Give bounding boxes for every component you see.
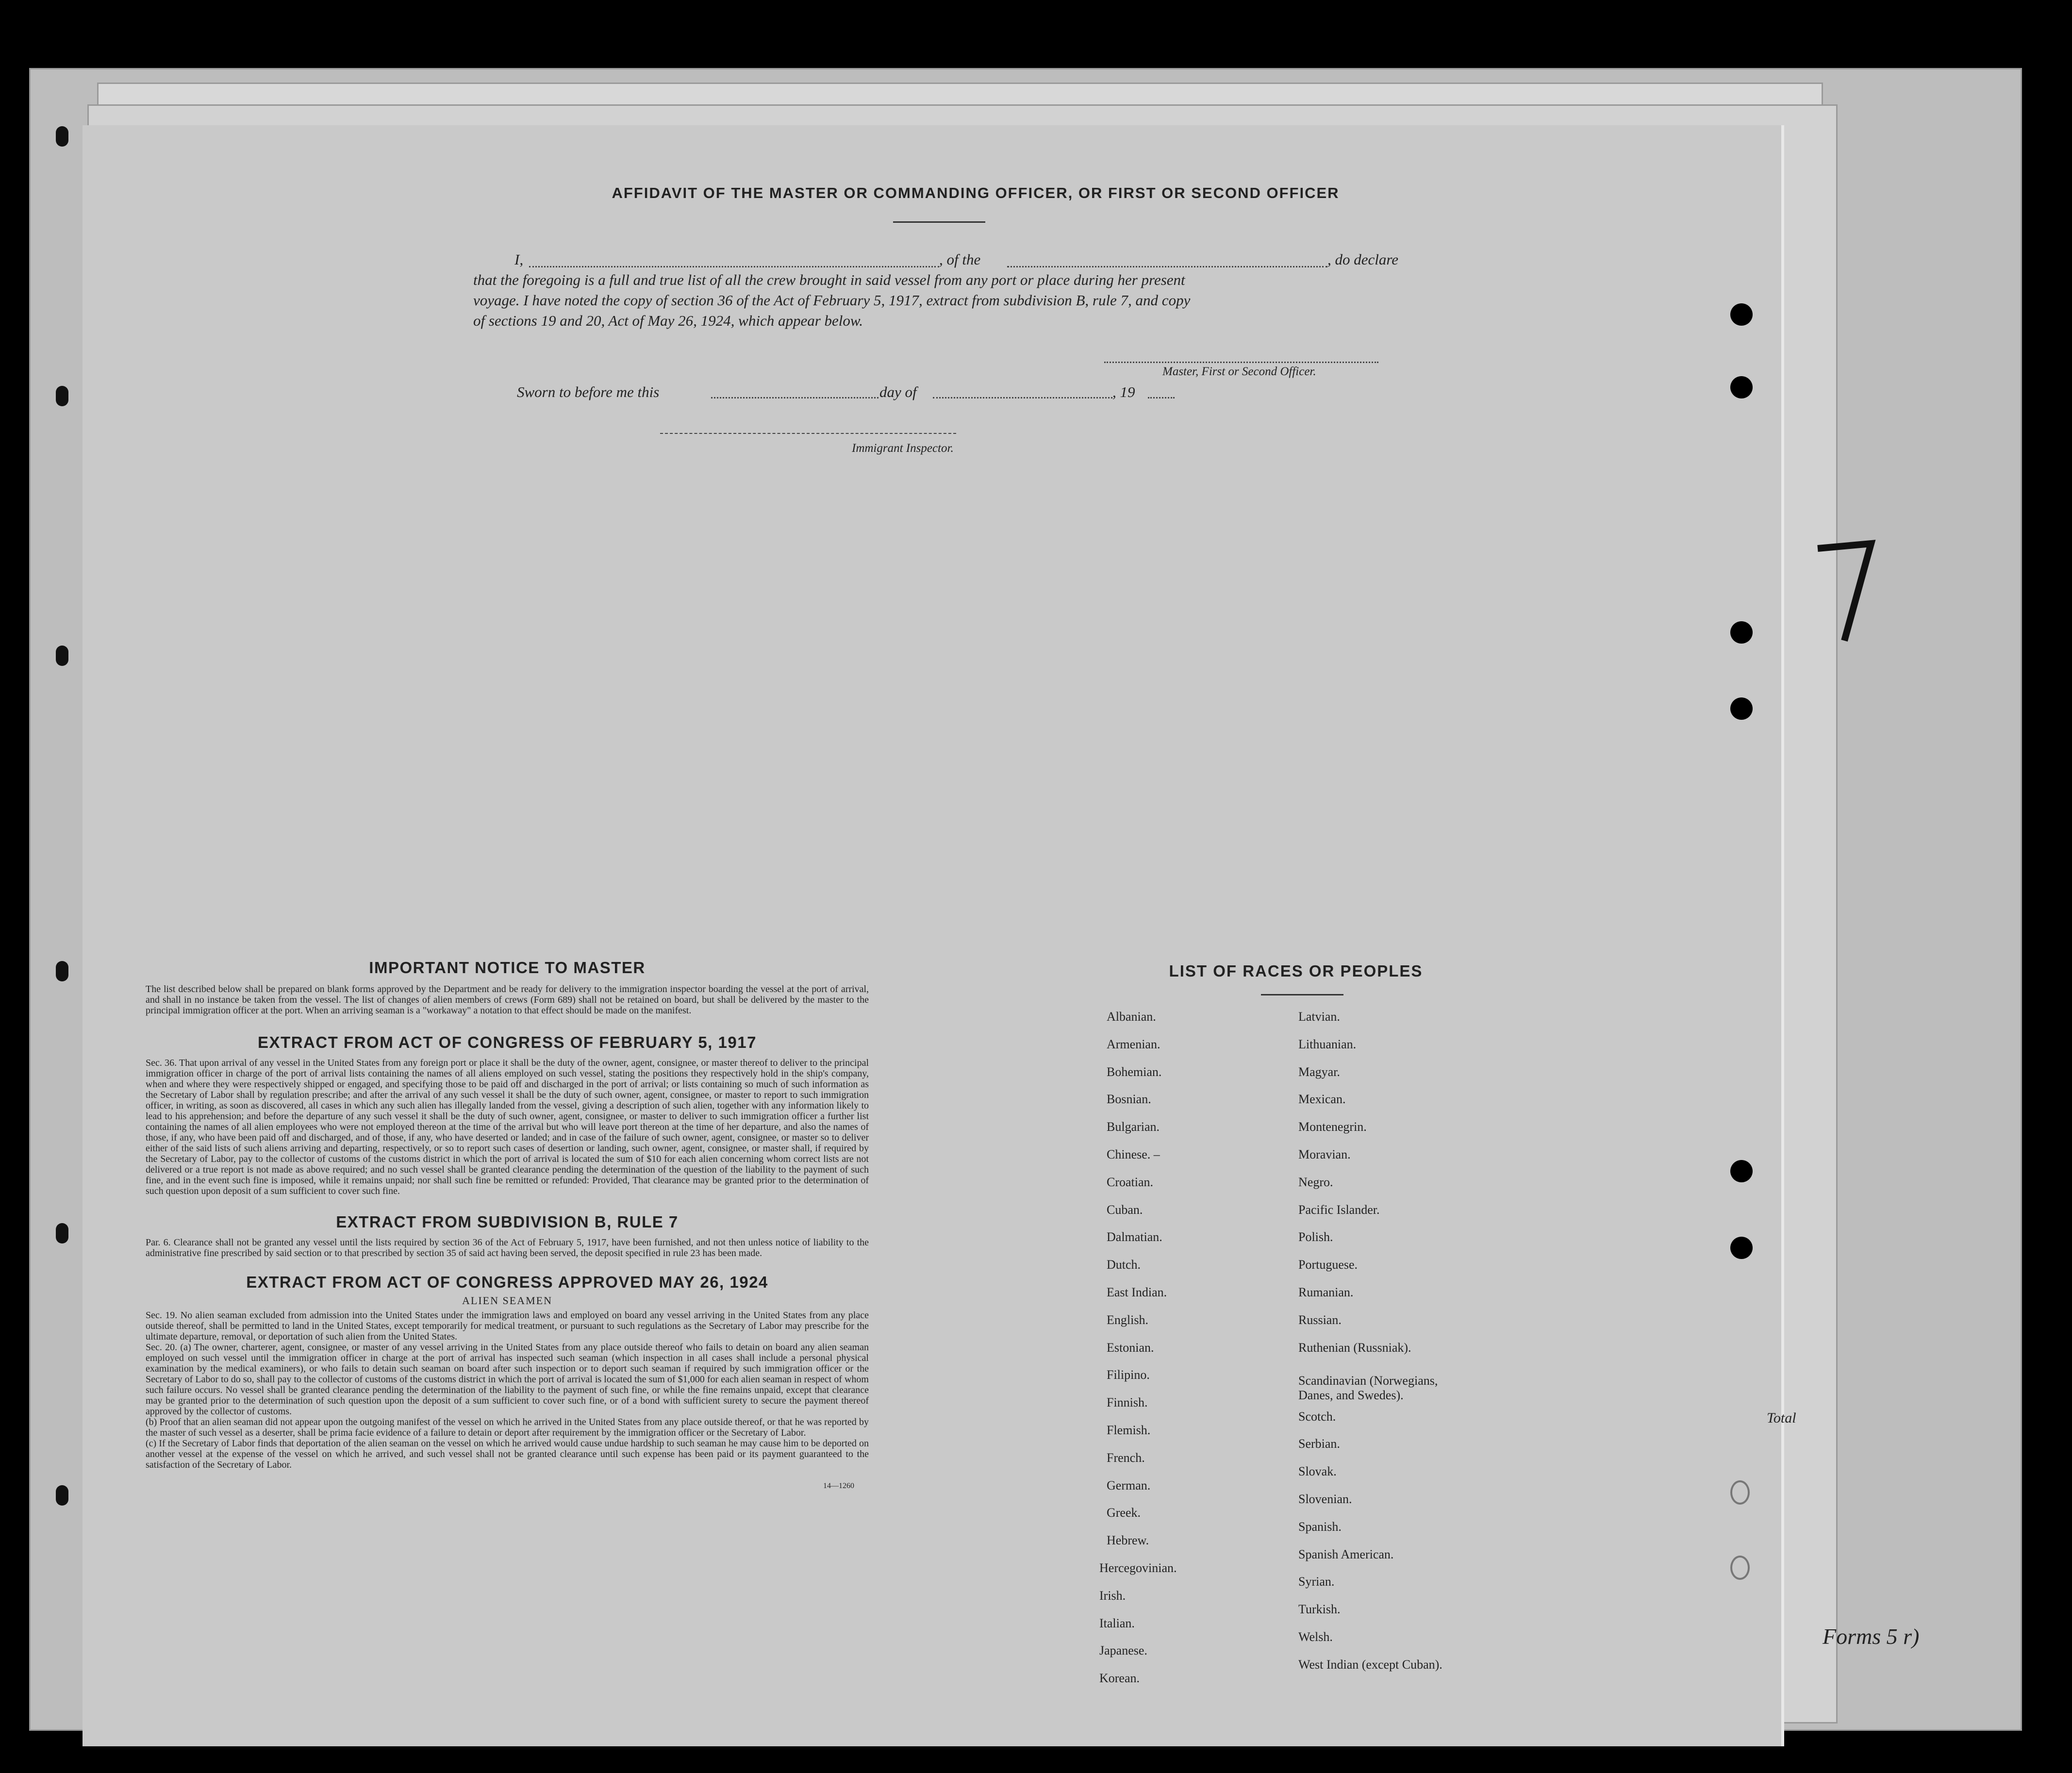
race-item: Syrian. [1298, 1574, 1335, 1589]
punch-hole [1730, 697, 1753, 720]
binding-hole [56, 1485, 68, 1506]
handwritten-mark [1815, 539, 1878, 646]
race-item: Mexican. [1298, 1092, 1346, 1106]
document-page [83, 125, 1784, 1746]
margin-note-forms: Forms 5 r) [1823, 1624, 1920, 1649]
race-item: Korean. [1099, 1671, 1140, 1685]
race-item: Latvian. [1298, 1010, 1340, 1024]
race-item: Bohemian. [1107, 1065, 1162, 1079]
day-blank [711, 397, 879, 398]
extract-rule7-text: Par. 6. Clearance shall not be granted any vessel until the lists required by section 36 of the Act of February 5, 1917, have been furnished, and not then unless notice of liability to the administrative fine prescribed by said section or to that prescribed by section 35 of said act having been served, the deposit specified in rule 23 has been made. [146, 1237, 869, 1259]
binding-hole [56, 1223, 68, 1243]
race-item: Turkish. [1298, 1602, 1341, 1616]
extract-1924-sec20b: (b) Proof that an alien seaman did not appear upon the outgoing manifest of the vessel on which he arrived in the United States from any place outside thereof, or that he was reported by the master of such vessel as a deserter, shall be prima facie evidence of a failure to detain or deport after requirement by the immigration officer or the Secretary of Labor. [146, 1417, 869, 1438]
affidavit-line-3: voyage. I have noted the copy of section 36 of the Act of February 5, 1917, extract from subdivision B, rule 7, and copy [473, 292, 1191, 309]
race-item: Ruthenian (Russniak). [1298, 1341, 1411, 1355]
affidavit-line-2: that the foregoing is a full and true list of all the crew brought in said vessel from any port or place during her present [473, 271, 1185, 288]
race-item: Slovenian. [1298, 1492, 1352, 1506]
binding-hole [56, 126, 68, 147]
race-item: Hercegovinian. [1099, 1561, 1177, 1575]
race-item: Italian. [1099, 1616, 1135, 1630]
race-item: Spanish. [1298, 1520, 1342, 1534]
race-item: Montenegrin. [1298, 1120, 1367, 1134]
race-item: Lithuanian. [1298, 1037, 1357, 1051]
race-item: Japanese. [1099, 1643, 1147, 1657]
month-blank [933, 397, 1112, 398]
sworn-label: Sworn to before me this [517, 383, 660, 400]
race-item: Scandinavian (Norwegians, Danes, and Swedes). [1298, 1374, 1438, 1402]
form-number: 14—1260 [823, 1482, 854, 1490]
race-item: Bulgarian. [1107, 1120, 1160, 1134]
race-item: Finnish. [1107, 1395, 1148, 1409]
race-item: Rumanian. [1298, 1285, 1354, 1299]
inspector-caption: Immigrant Inspector. [852, 442, 954, 455]
race-item: Magyar. [1298, 1065, 1340, 1079]
punch-ring [1730, 1556, 1750, 1580]
extract-1924-sec20c: (c) If the Secretary of Labor finds that deportation of the alien seaman on the vessel on which he arrived would cause undue hardship to such seaman he may cause him to be deported on another vessel at the expense of the vessel on which he arrived, and such vessel shall not be granted clearance until such expense has been paid or its payment guaranteed to the satisfaction of the Secretary of Labor. [146, 1438, 869, 1470]
race-item: Hebrew. [1107, 1533, 1149, 1547]
margin-note-total: Total [1767, 1410, 1796, 1426]
races-title: LIST OF RACES OR PEOPLES [1169, 962, 1423, 980]
master-caption: Master, First or Second Officer. [1162, 365, 1316, 378]
extract-1924-subtitle: ALIEN SEAMEN [462, 1294, 552, 1307]
affidavit-title: AFFIDAVIT OF THE MASTER OR COMMANDING OFFICER, OR FIRST OR SECOND OFFICER [612, 184, 1340, 201]
affidavit-of-the: , of the [939, 251, 981, 268]
race-item: French. [1107, 1451, 1145, 1465]
race-item: Dutch. [1107, 1258, 1141, 1272]
notices-column [146, 959, 869, 1491]
race-item: Greek. [1107, 1506, 1141, 1520]
race-item: Pacific Islander. [1298, 1203, 1380, 1217]
race-item: Irish. [1099, 1589, 1126, 1603]
extract-1924-sec19: Sec. 19. No alien seaman excluded from admission into the United States under the immigration laws and employed on board any vessel arriving in the United States from any place outside thereof, shall be permitted to land in the United States, except temporarily for medical treatment, or pursuant to such regulations as the Secretary of Labor may prescribe for the ultimate departure, removal, or deportation of such alien from the United States. [146, 1310, 869, 1342]
race-item: Portuguese. [1298, 1258, 1358, 1272]
race-item: East Indian. [1107, 1285, 1167, 1299]
race-item: Cuban. [1107, 1203, 1143, 1217]
punch-hole [1730, 303, 1753, 326]
extract-1924-sec20a: Sec. 20. (a) The owner, charterer, agent, consignee, or master of any vessel arriving in the United States from any place outside thereof who fails to detain on board any alien seaman employed on such vessel until the immigration officer in charge at the port of arrival has inspected such seaman (which inspection in all cases shall include a personal physical examination by the medical examiners), or who fails to detain such seaman on board after such inspection or to deport such seaman if required by such immigration officer or the Secretary of Labor to do so, shall pay to the collector of customs of the customs district in which the port of arrival is located the sum of $1,000 for each alien seaman in respect of whom such failure occurs. No vessel shall be granted clearance pending the determination of the liability to the payment of such fine, or while the fine remains unpaid, except that clearance may be granted prior to the determination of such question upon the deposit of a sum sufficient to cover such fine, or of a bond with sufficient surety to secure the payment thereof approved by the collector of customs. [146, 1342, 869, 1417]
race-item: Russian. [1298, 1313, 1342, 1327]
vessel-blank [1007, 266, 1327, 267]
race-item: Scotch. [1298, 1409, 1336, 1424]
day-of-label: day of [879, 383, 917, 400]
extract-1917-title: EXTRACT FROM ACT OF CONGRESS OF FEBRUARY 5, 1917 [258, 1033, 757, 1051]
race-item: Bosnian. [1107, 1092, 1151, 1106]
punch-hole [1730, 621, 1753, 644]
punch-ring [1730, 1480, 1750, 1505]
extract-rule7-title: EXTRACT FROM SUBDIVISION B, RULE 7 [336, 1213, 679, 1231]
notice-title: IMPORTANT NOTICE TO MASTER [369, 959, 646, 977]
year-blank [1148, 397, 1175, 398]
race-item: Moravian. [1298, 1147, 1351, 1161]
punch-hole [1730, 1160, 1753, 1182]
race-item: Flemish. [1107, 1423, 1151, 1437]
race-item: Albanian. [1107, 1010, 1156, 1024]
race-item: Welsh. [1298, 1630, 1333, 1644]
race-item: Spanish American. [1298, 1547, 1394, 1561]
affidavit-i: I, [514, 251, 524, 268]
binding-hole [56, 386, 68, 406]
extract-1917-text: Sec. 36. That upon arrival of any vessel in the United States from any foreign port or place it shall be the duty of the owner, agent, consignee, or master thereof to deliver to the principal immigration officer in charge of the port of arrival lists containing the names of all aliens employed on such vessel, stating the positions they respectively hold in the ship's company, when and where they were respectively shipped or engaged, and specifying those to be paid off and discharged in the port of arrival; or lists containing so much of such information as the Secretary of Labor shall by regulation prescribe; and after the arrival of any such vessel it shall be the duty of such owner, agent, consignee, or master to report to such immigration officer, in writing, as soon as discovered, all cases in which any such alien has illegally landed from the vessel, giving a description of such alien, together with any information likely to lead to his apprehension; and before the departure of any such vessel it shall be the duty of such owner, agent, consignee, or master to deliver to such immigration officer a further list containing the names of all alien employees who were not employed thereon at the time of the arrival but who will leave port thereon at the time of her departure, and also the names of those, if any, who have been paid off and discharged, and of those, if any, who have deserted or landed; and in case of the failure of such owner, agent, consignee, or master so to deliver either of the said lists of such aliens arriving and departing, respectively, or so to report such cases of desertion or landing, such owner, agent, consignee, or master shall, if required by the Secretary of Labor, pay to the collector of customs of the customs district in which the port of arrival is located the sum of $10 for each alien concerning whom correct lists are not delivered or a true report is not made as above required; and no such vessel shall be granted clearance pending the determination of the question of the liability to the payment of such fine, and in the event such fine is imposed, while it remains unpaid; nor shall such fine be remitted or refunded: Provided, That clearance may be granted prior to the determination of such question upon deposit of a sum sufficient to cover such fine. [146, 1058, 869, 1196]
race-item: Chinese. – [1107, 1147, 1160, 1161]
punch-hole [1730, 1237, 1753, 1259]
race-item: Filipino. [1107, 1368, 1150, 1382]
extract-1924-title: EXTRACT FROM ACT OF CONGRESS APPROVED MAY 26, 1924 [246, 1273, 768, 1291]
notice-text: The list described below shall be prepared on blank forms approved by the Department and be ready for delivery to the immigration inspector boarding the vessel at the port of arrival, and shall in no instance be taken from the vessel. The list of changes of alien members of crews (Form 689) shall not be retained on board, but shall be delivered by the master to the principal immigration officer at the port. When an arriving seaman is a "workaway" a notation to that effect should be made on the manifest. [146, 984, 869, 1016]
race-item: West Indian (except Cuban). [1298, 1657, 1442, 1672]
master-signature-line [1104, 362, 1378, 363]
binding-hole [56, 646, 68, 666]
name-blank [529, 266, 939, 267]
race-item: Serbian. [1298, 1437, 1340, 1451]
race-item: Negro. [1298, 1175, 1333, 1189]
year-label: , 19 [1112, 383, 1135, 400]
race-item: Slovak. [1298, 1464, 1337, 1478]
race-item: Armenian. [1107, 1037, 1160, 1051]
race-item: English. [1107, 1313, 1148, 1327]
races-title-underline [1261, 994, 1343, 995]
title-underline [893, 221, 985, 223]
inspector-signature-line [660, 433, 956, 434]
race-item: Estonian. [1107, 1341, 1154, 1355]
race-item: Dalmatian. [1107, 1230, 1162, 1244]
race-item: German. [1107, 1478, 1151, 1492]
punch-hole [1730, 376, 1753, 398]
race-item: Croatian. [1107, 1175, 1154, 1189]
race-item: Polish. [1298, 1230, 1333, 1244]
affidavit-line-4: of sections 19 and 20, Act of May 26, 1924, which appear below. [473, 312, 863, 329]
affidavit-do-declare: , do declare [1327, 251, 1399, 268]
binding-hole [56, 961, 68, 981]
